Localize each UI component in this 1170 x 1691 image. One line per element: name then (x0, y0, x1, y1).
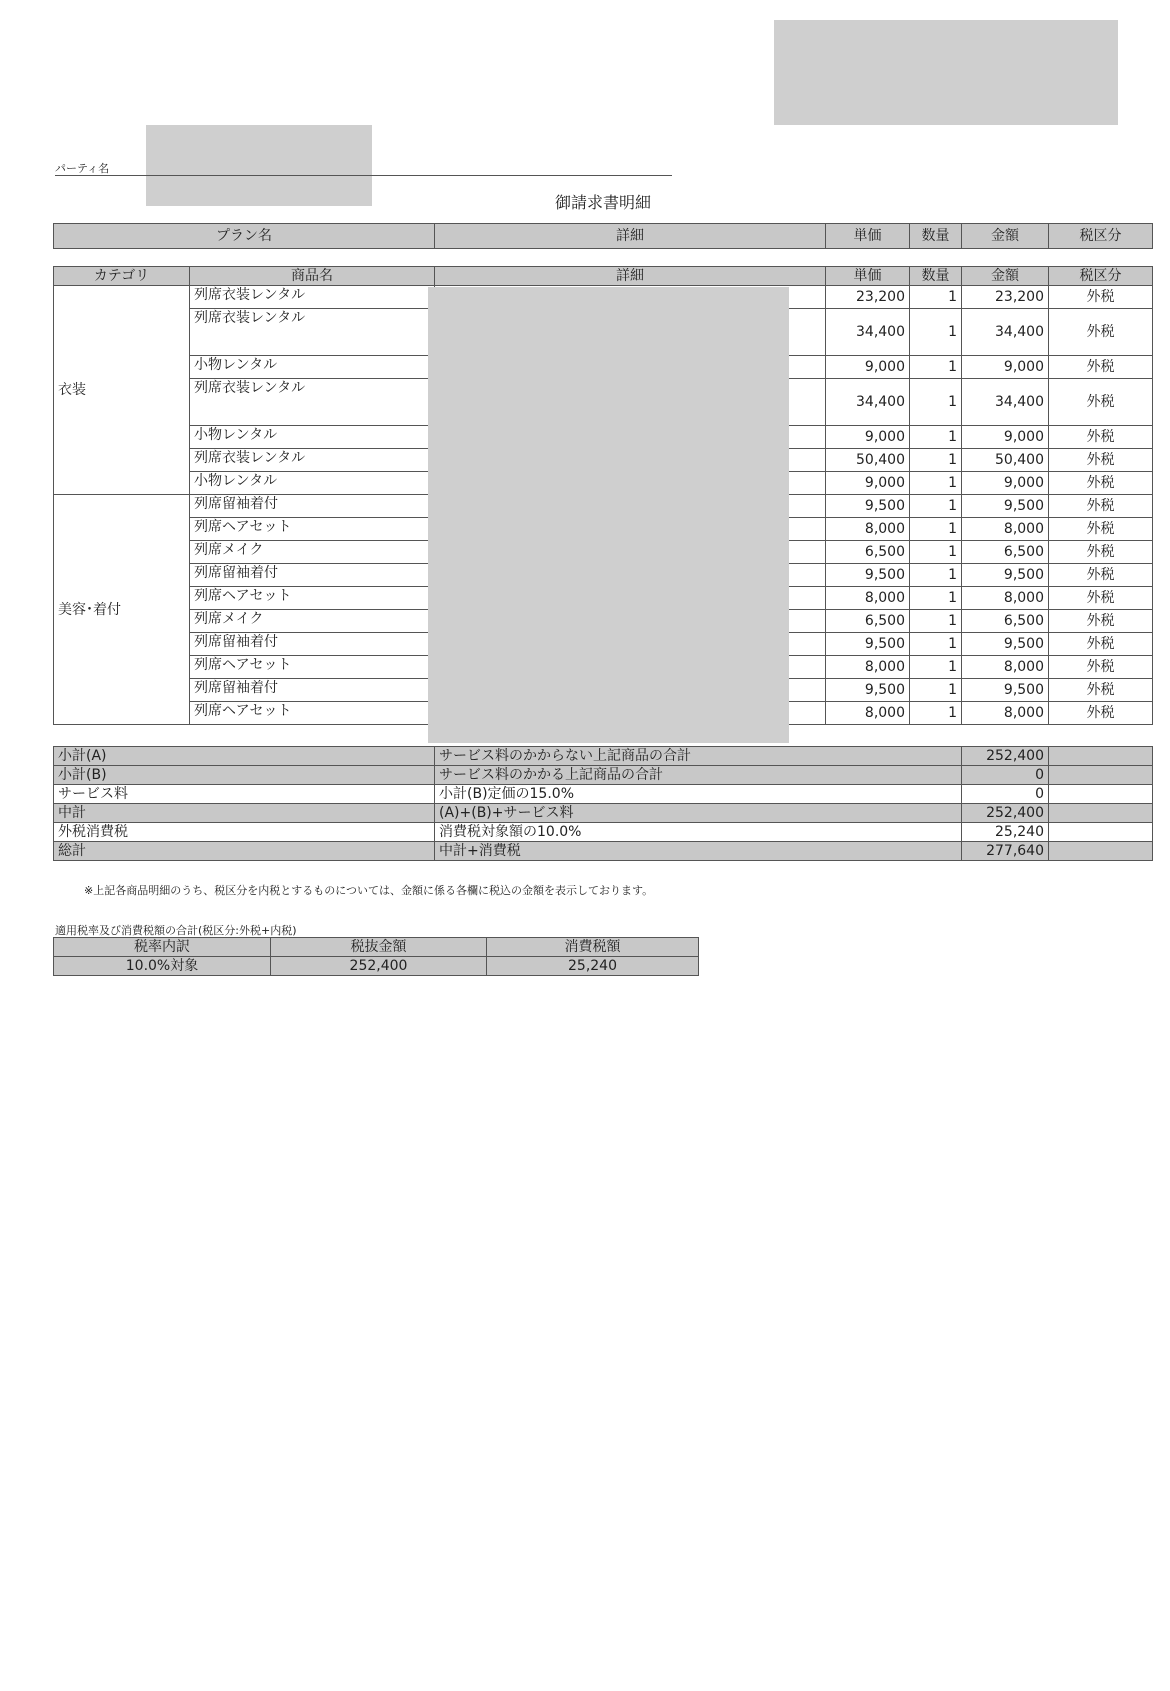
items-header-cell: カテゴリ (54, 267, 190, 286)
summary-detail: 消費税対象額の10.0% (435, 823, 962, 842)
item-qty: 1 (910, 286, 962, 309)
category-cell: 衣装 (54, 286, 190, 495)
plan-header-row (54, 224, 1153, 249)
redacted-header-block (774, 20, 1118, 125)
item-name: 小物レンタル (190, 356, 435, 379)
summary-amount: 252,400 (962, 804, 1049, 823)
summary-label: サービス料 (54, 785, 435, 804)
item-amount: 9,500 (962, 633, 1049, 656)
summary-row (54, 842, 1153, 861)
item-name: 列席留袖着付 (190, 633, 435, 656)
items-header-cell: 税区分 (1049, 267, 1153, 286)
tax-note: ※上記各商品明細のうち、税区分を内税とするものについては、金額に係る各欄に税込の金額を表示しております。 (84, 884, 654, 897)
summary-detail: サービス料のかからない上記商品の合計 (435, 747, 962, 766)
tax-rate-header-cell: 税率内訳 (54, 938, 271, 957)
item-tax: 外税 (1049, 656, 1153, 679)
summary-label: 小計(A) (54, 747, 435, 766)
item-price: 9,000 (826, 426, 910, 449)
item-name: 列席衣装レンタル (190, 309, 435, 356)
summary-row (54, 766, 1153, 785)
summary-label: 中計 (54, 804, 435, 823)
item-price: 8,000 (826, 702, 910, 725)
summary-row (54, 823, 1153, 842)
summary-label: 総計 (54, 842, 435, 861)
item-name: 列席メイク (190, 541, 435, 564)
item-name: 列席ヘアセット (190, 702, 435, 725)
item-amount: 9,500 (962, 679, 1049, 702)
item-price: 34,400 (826, 379, 910, 426)
summary-detail: サービス料のかかる上記商品の合計 (435, 766, 962, 785)
item-name: 列席衣装レンタル (190, 449, 435, 472)
item-tax: 外税 (1049, 518, 1153, 541)
summary-amount: 25,240 (962, 823, 1049, 842)
item-price: 9,500 (826, 633, 910, 656)
item-tax: 外税 (1049, 472, 1153, 495)
summary-detail: 小計(B)定価の15.0% (435, 785, 962, 804)
item-tax: 外税 (1049, 541, 1153, 564)
item-tax: 外税 (1049, 495, 1153, 518)
item-name: 列席ヘアセット (190, 587, 435, 610)
summary-amount: 252,400 (962, 747, 1049, 766)
item-tax: 外税 (1049, 564, 1153, 587)
summary-row (54, 804, 1153, 823)
plan-header-cell: 単価 (826, 224, 910, 249)
plan-header-cell: 詳細 (435, 224, 826, 249)
item-price: 6,500 (826, 610, 910, 633)
tax-rate-cell: 252,400 (271, 957, 487, 976)
item-tax: 外税 (1049, 610, 1153, 633)
item-qty: 1 (910, 518, 962, 541)
summary-row (54, 747, 1153, 766)
summary-tax (1049, 766, 1153, 785)
item-price: 9,500 (826, 679, 910, 702)
plan-header-cell: 金額 (962, 224, 1049, 249)
item-price: 6,500 (826, 541, 910, 564)
redacted-party-name (146, 125, 372, 206)
item-qty: 1 (910, 426, 962, 449)
item-name: 列席留袖着付 (190, 564, 435, 587)
item-amount: 9,500 (962, 564, 1049, 587)
summary-detail: (A)+(B)+サービス料 (435, 804, 962, 823)
plan-header-cell: プラン名 (54, 224, 435, 249)
tax-rate-row (54, 957, 699, 976)
items-header-cell: 詳細 (435, 267, 826, 286)
summary-table (53, 746, 1153, 861)
party-name-underline (55, 175, 672, 176)
item-price: 8,000 (826, 518, 910, 541)
item-qty: 1 (910, 356, 962, 379)
item-amount: 6,500 (962, 610, 1049, 633)
tax-rate-cell: 25,240 (487, 957, 699, 976)
tax-rate-header-cell: 消費税額 (487, 938, 699, 957)
summary-amount: 0 (962, 785, 1049, 804)
summary-amount: 0 (962, 766, 1049, 785)
item-qty: 1 (910, 449, 962, 472)
summary-tax (1049, 747, 1153, 766)
items-header-cell: 金額 (962, 267, 1049, 286)
summary-detail: 中計+消費税 (435, 842, 962, 861)
document-title: 御請求書明細 (554, 193, 651, 212)
item-tax: 外税 (1049, 587, 1153, 610)
summary-row (54, 785, 1153, 804)
plan-header-cell: 税区分 (1049, 224, 1153, 249)
items-header-cell: 数量 (910, 267, 962, 286)
item-name: 小物レンタル (190, 426, 435, 449)
item-tax: 外税 (1049, 309, 1153, 356)
item-price: 9,000 (826, 472, 910, 495)
item-price: 23,200 (826, 286, 910, 309)
item-tax: 外税 (1049, 702, 1153, 725)
item-tax: 外税 (1049, 286, 1153, 309)
item-tax: 外税 (1049, 679, 1153, 702)
item-name: 列席メイク (190, 610, 435, 633)
item-price: 9,000 (826, 356, 910, 379)
item-amount: 9,000 (962, 426, 1049, 449)
item-qty: 1 (910, 309, 962, 356)
item-qty: 1 (910, 656, 962, 679)
item-amount: 8,000 (962, 702, 1049, 725)
summary-tax (1049, 804, 1153, 823)
tax-rate-header-row (54, 938, 699, 957)
summary-label: 小計(B) (54, 766, 435, 785)
item-price: 8,000 (826, 656, 910, 679)
item-tax: 外税 (1049, 449, 1153, 472)
item-tax: 外税 (1049, 379, 1153, 426)
summary-label: 外税消費税 (54, 823, 435, 842)
item-amount: 50,400 (962, 449, 1049, 472)
item-name: 列席衣装レンタル (190, 379, 435, 426)
redacted-item-details (428, 287, 789, 743)
item-amount: 9,000 (962, 472, 1049, 495)
item-amount: 6,500 (962, 541, 1049, 564)
item-qty: 1 (910, 379, 962, 426)
item-qty: 1 (910, 472, 962, 495)
plan-header-cell: 数量 (910, 224, 962, 249)
items-header-cell: 商品名 (190, 267, 435, 286)
item-name: 列席衣装レンタル (190, 286, 435, 309)
tax-rate-table (53, 937, 699, 976)
item-name: 列席留袖着付 (190, 495, 435, 518)
summary-tax (1049, 785, 1153, 804)
item-qty: 1 (910, 633, 962, 656)
summary-tax (1049, 842, 1153, 861)
item-qty: 1 (910, 541, 962, 564)
items-header-cell: 単価 (826, 267, 910, 286)
item-amount: 9,500 (962, 495, 1049, 518)
item-tax: 外税 (1049, 633, 1153, 656)
tax-rate-caption: 適用税率及び消費税額の合計(税区分:外税+内税) (55, 924, 297, 937)
item-name: 列席留袖着付 (190, 679, 435, 702)
item-amount: 23,200 (962, 286, 1049, 309)
item-name: 列席ヘアセット (190, 518, 435, 541)
tax-rate-cell: 10.0%対象 (54, 957, 271, 976)
item-tax: 外税 (1049, 426, 1153, 449)
item-price: 9,500 (826, 564, 910, 587)
tax-rate-header-cell: 税抜金額 (271, 938, 487, 957)
item-qty: 1 (910, 702, 962, 725)
item-amount: 8,000 (962, 656, 1049, 679)
item-name: 列席ヘアセット (190, 656, 435, 679)
item-price: 8,000 (826, 587, 910, 610)
item-price: 9,500 (826, 495, 910, 518)
item-amount: 8,000 (962, 587, 1049, 610)
item-qty: 1 (910, 587, 962, 610)
party-name-label: パーティ名 (55, 162, 110, 175)
item-amount: 9,000 (962, 356, 1049, 379)
item-amount: 34,400 (962, 379, 1049, 426)
item-amount: 8,000 (962, 518, 1049, 541)
item-amount: 34,400 (962, 309, 1049, 356)
items-header-row (54, 267, 1153, 286)
item-qty: 1 (910, 564, 962, 587)
item-price: 34,400 (826, 309, 910, 356)
summary-amount: 277,640 (962, 842, 1049, 861)
item-qty: 1 (910, 495, 962, 518)
category-cell: 美容･着付 (54, 495, 190, 725)
item-tax: 外税 (1049, 356, 1153, 379)
item-price: 50,400 (826, 449, 910, 472)
plan-table (53, 223, 1153, 249)
item-qty: 1 (910, 610, 962, 633)
item-name: 小物レンタル (190, 472, 435, 495)
summary-tax (1049, 823, 1153, 842)
item-qty: 1 (910, 679, 962, 702)
